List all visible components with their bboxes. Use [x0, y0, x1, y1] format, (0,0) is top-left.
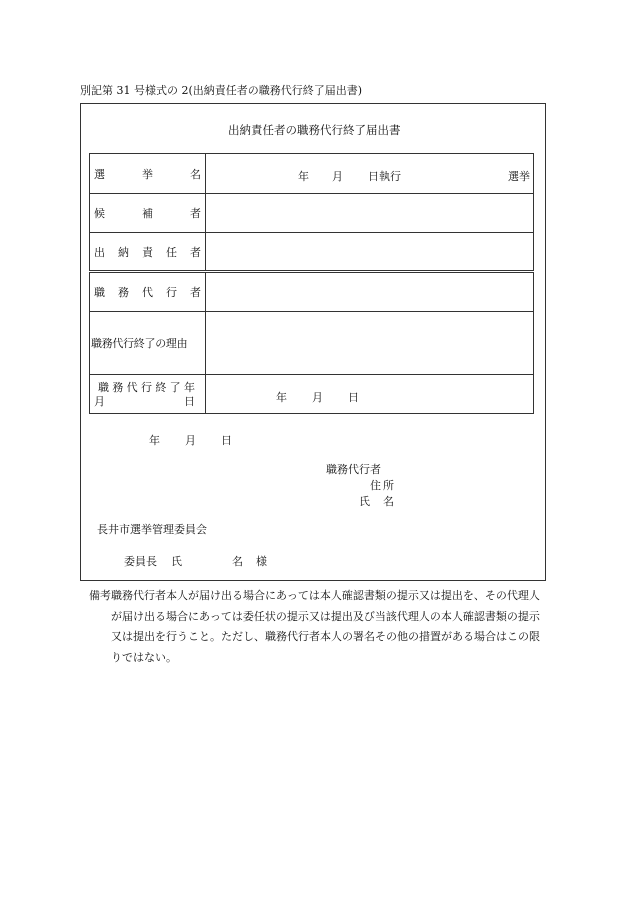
end-date-field[interactable] — [206, 375, 534, 414]
label-acting-agent: 職 務 代 行 者 — [90, 272, 206, 312]
label-election: 選 挙 名 — [90, 154, 206, 194]
row-end-reason — [90, 312, 534, 375]
treasurer-field[interactable] — [206, 233, 534, 272]
submission-day: 日 — [221, 434, 232, 447]
acting-agent-field[interactable] — [206, 272, 534, 312]
label-end-reason: 職務代行終了の理由 — [90, 312, 206, 375]
end-reason-field[interactable] — [206, 312, 534, 375]
chair-mei: 名 — [232, 555, 243, 568]
election-year: 年 — [298, 170, 309, 183]
election-suffix: 選挙 — [508, 170, 530, 183]
row-election — [90, 154, 534, 194]
label-candidate: 候 補 者 — [90, 194, 206, 233]
committee-name: 長井市選挙管理委員会 — [97, 523, 207, 536]
chair-shi: 氏 — [171, 555, 182, 568]
election-month: 月 — [332, 170, 343, 183]
label-treasurer: 出 納 責 任 者 — [90, 233, 206, 272]
candidate-field[interactable] — [206, 194, 534, 233]
form-number-header: 別記第 31 号様式の 2(出納責任者の職務代行終了届出書) — [80, 84, 363, 97]
label-end-date: 職 務 代 行 終 了 年 月 日 — [90, 375, 206, 414]
agent-name-label-1: 氏 — [359, 495, 370, 508]
agent-title: 職務代行者 — [326, 463, 381, 476]
submission-year: 年 — [149, 434, 160, 447]
row-acting-agent — [90, 272, 534, 312]
form-table — [89, 153, 534, 414]
remarks-label: 備考 — [89, 589, 111, 602]
row-candidate — [90, 194, 534, 233]
election-field[interactable] — [206, 154, 534, 194]
submission-month: 月 — [185, 434, 196, 447]
document-title: 出納責任者の職務代行終了届出書 — [228, 123, 401, 137]
end-date-month: 月 — [312, 391, 323, 404]
end-date-year: 年 — [276, 391, 287, 404]
agent-address-label-1: 住 — [370, 479, 381, 492]
remarks-text: 職務代行者本人が届け出る場合にあっては本人確認書類の提示又は提出を、その代理人が届け出る場合にあっては委任状の提示又は提出及び当該代理人の本人確認書類の提示又は提出を行うこと。ただし、職務代行者本人の署名その他の措置がある場合はこの限りではない。 — [111, 589, 540, 664]
chair-sama: 様 — [256, 555, 267, 568]
end-date-day: 日 — [348, 391, 359, 404]
agent-address-label-2: 所 — [383, 479, 394, 492]
row-end-date — [90, 375, 534, 414]
row-treasurer — [90, 233, 534, 272]
chair-title: 委員長 — [124, 555, 157, 568]
election-day: 日執行 — [368, 170, 401, 183]
agent-name-label-2: 名 — [383, 495, 394, 508]
